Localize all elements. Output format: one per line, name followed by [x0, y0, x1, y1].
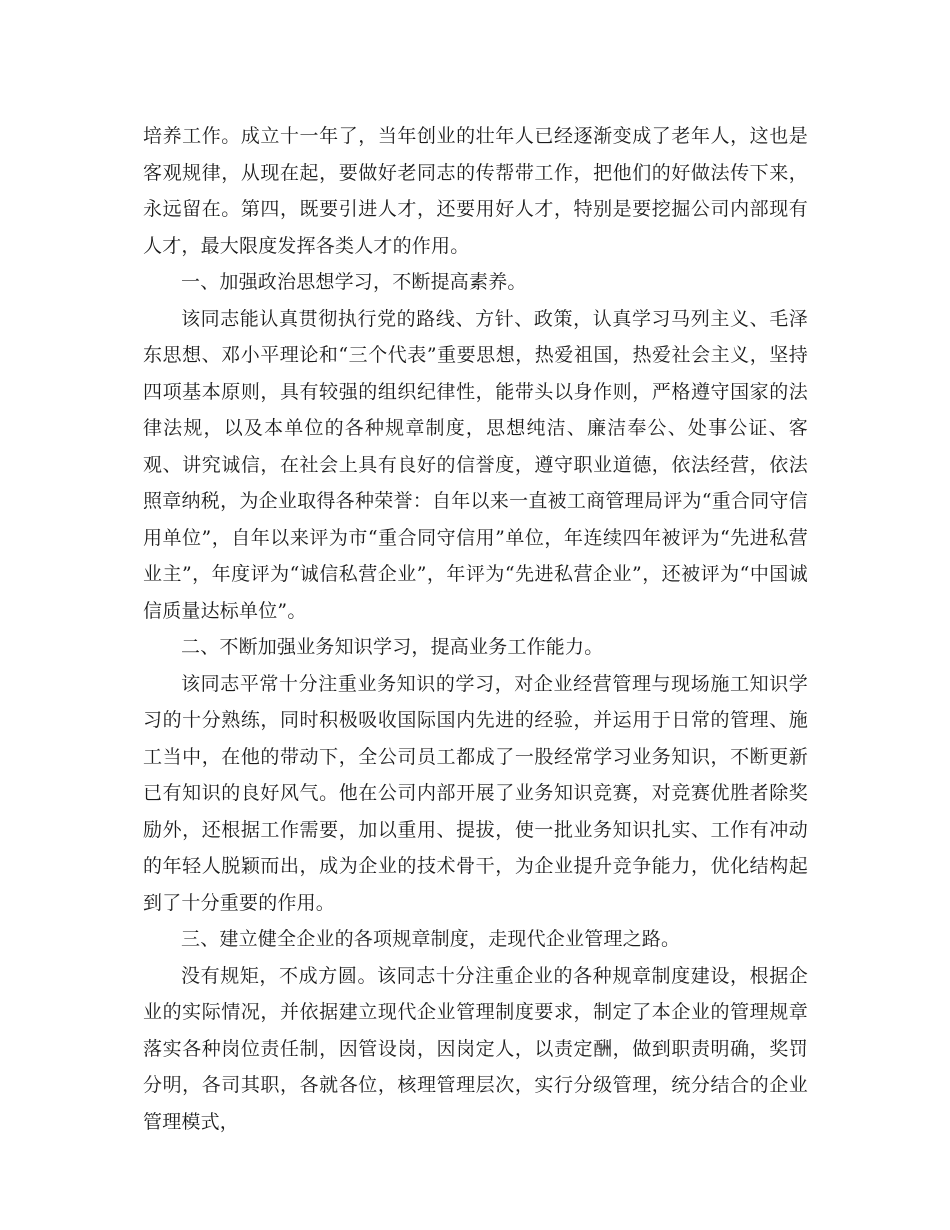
paragraph-business-knowledge: 该同志平常十分注重业务知识的学习，对企业经营管理与现场施工知识学习的十分熟练，同时积极吸收国际国内先进的经验，并运用于日常的管理、施工当中，在他的带动下，全公司员工都成了一股经常学习业务知识，不断更新已有知识的良好风气。他在公司内部开展了业务知识竞赛，对竞赛优胜者除奖励外，还根据工作需要，加以重用、提拔，使一批业务知识扎实、工作有冲动的年轻人脱颖而出，成为企业的技术骨干，为企业提升竞争能力，优化结构起到了十分重要的作用。: [143, 672, 808, 914]
section-heading-business-knowledge: 二、不断加强业务知识学习，提高业务工作能力。: [181, 636, 604, 658]
paragraph-continuation: 培养工作。成立十一年了，当年创业的壮年人已经逐渐变成了老年人，这也是客观规律，从现在起，要做好老同志的传帮带工作，把他们的好做法传下来，永远留在。第四，既要引进人才，还要用好人才，特别是要挖掘公司内部现有人才，最大限度发挥各类人才的作用。: [143, 125, 808, 257]
section-heading-political-study: 一、加强政治思想学习，不断提高素养。: [181, 271, 527, 293]
document-page: [143, 118, 808, 1140]
paragraph-rules-system: 没有规矩，不成方圆。该同志十分注重企业的各种规章制度建设，根据企业的实际情况，并依据建立现代企业管理制度要求，制定了本企业的管理规章落实各种岗位责任制，因管设岗，因岗定人，以责定酬，做到职责明确，奖罚分明，各司其职，各就各位，核理管理层次，实行分级管理，统分结合的企业管理模式，: [143, 964, 808, 1133]
paragraph-political-study: 该同志能认真贯彻执行党的路线、方针、政策，认真学习马列主义、毛泽东思想、邓小平理论和“三个代表”重要思想，热爱祖国，热爱社会主义，坚持四项基本原则，具有较强的组织纪律性，能带头以身作则，严格遵守国家的法律法规，以及本单位的各种规章制度，思想纯洁、廉洁奉公、处事公证、客观、讲究诚信，在社会上具有良好的信誉度，遵守职业道德，依法经营，依法照章纳税，为企业取得各种荣誉：自年以来一直被工商管理局评为“重合同守信用单位”，自年以来评为市“重合同守信用”单位，年连续四年被评为“先进私营业主”，年度评为“诚信私营企业”，年评为“先进私营企业”，还被评为“中国诚信质量达标单位”。: [143, 307, 808, 622]
section-heading-rules-system: 三、建立健全企业的各项规章制度，走现代企业管理之路。: [181, 928, 681, 950]
